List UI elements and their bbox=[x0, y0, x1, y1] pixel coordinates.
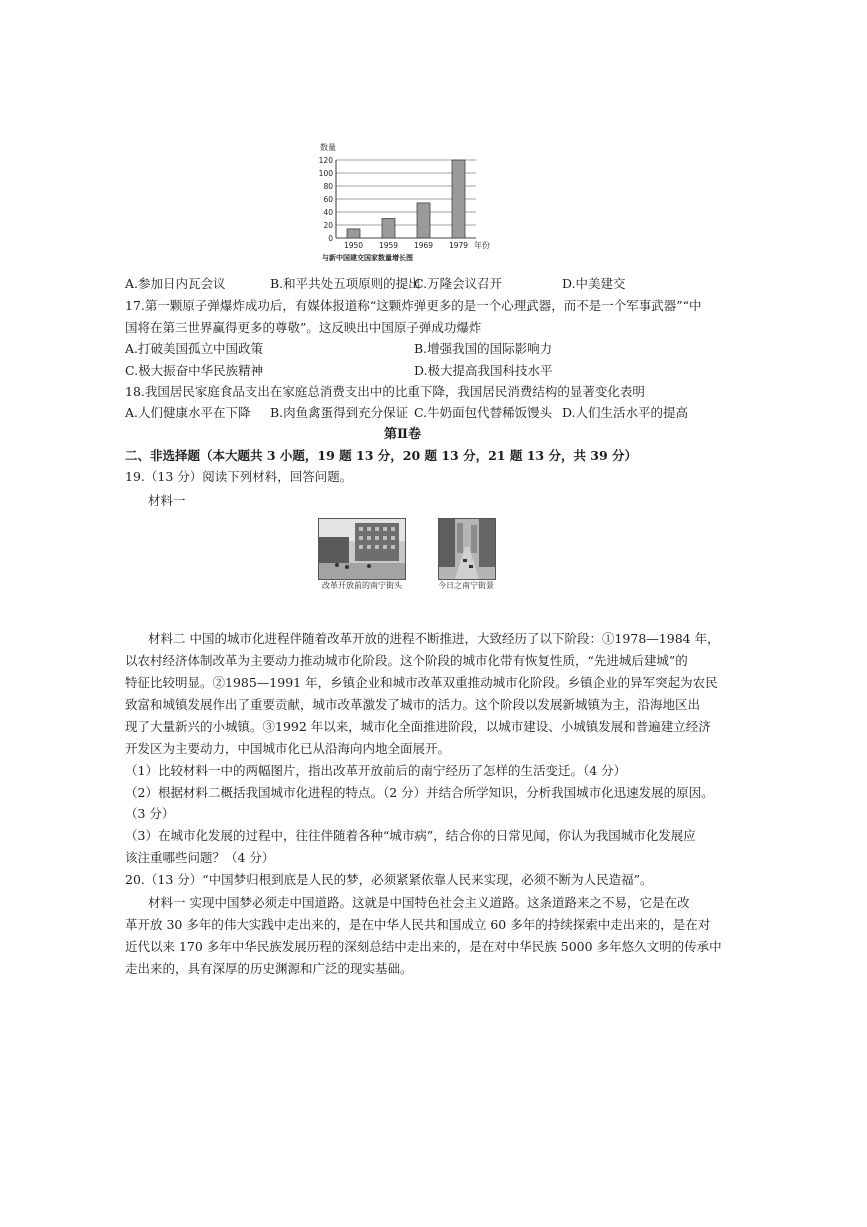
chart-bar bbox=[347, 229, 360, 238]
q20-stem: 20.（13 分）“中国梦归根到底是人民的梦，必须紧紧依靠人民来实现，必须不断为人民造福”。 bbox=[125, 872, 653, 887]
q17-option-c: C.极大振奋中华民族精神 bbox=[125, 363, 264, 378]
q19-stem: 19.（13 分）阅读下列材料，回答问题。 bbox=[125, 469, 353, 484]
photo-nanning-today bbox=[438, 518, 496, 580]
chart-y-tick-label: 0 bbox=[328, 234, 333, 243]
q19-sub3-line1: （3）在城市化发展的过程中，往往伴随着各种“城市病”，结合你的日常见闻，你认为我国城市化发展应 bbox=[125, 828, 696, 843]
chart-y-tick-label: 100 bbox=[318, 169, 333, 178]
chart-bar bbox=[452, 160, 465, 238]
q17-stem-line2: 国将在第三世界赢得更多的尊敬”。这反映出中国原子弹成功爆炸 bbox=[125, 320, 482, 335]
q16-option-a: A.参加日内瓦会议 bbox=[125, 276, 226, 291]
chart-y-ticks bbox=[319, 156, 334, 243]
q17-option-d: D.极大提高我国科技水平 bbox=[414, 363, 553, 378]
chart-bar bbox=[382, 219, 395, 239]
chart-y-tick-label: 120 bbox=[318, 156, 333, 165]
chart-x-tick-label: 1979 bbox=[448, 241, 469, 250]
q18-option-a: A.人们健康水平在下降 bbox=[125, 405, 251, 420]
q19-material2-line: 以农村经济体制改革为主要动力推动城市化阶段。这个阶段的城市化带有恢复性质，“先进城后建城”的 bbox=[125, 653, 688, 668]
chart-y-tick-label: 40 bbox=[323, 208, 333, 217]
q19-material2-line: 开发区为主要动力，中国城市化已从沿海向内地全面展开。 bbox=[125, 741, 451, 756]
chart-caption: 与新中国建交国家数量增长图 bbox=[322, 254, 413, 262]
q19-material2-line: 致富和城镇发展作出了重要贡献，城市改革激发了城市的活力。这个阶段以发展新城镇为主，沿海地区出 bbox=[125, 697, 701, 712]
q19-material2-line: 特征比较明显。②1985—1991 年，乡镇企业和城市改革双重推动城市化阶段。乡镇企业的异军突起为农民 bbox=[125, 675, 718, 690]
volume-title: 第Ⅱ卷 bbox=[384, 427, 421, 442]
chart-x-ticks bbox=[344, 241, 468, 250]
q20-material1-line: 近代以来 170 多年中华民族发展历程的深刻总结中走出来的，是在对中华民族 5000 多年悠久文明的传承中 bbox=[125, 939, 722, 954]
photo-nanning-before-reform bbox=[318, 518, 406, 580]
q19-material2-line: 材料二 中国的城市化进程伴随着改革开放的进程不断推进，大致经历了以下阶段：①1978—1984 年， bbox=[148, 631, 720, 646]
q19-material1-label: 材料一 bbox=[148, 493, 186, 508]
photo1-caption: 改革开放前的南宁街头 bbox=[322, 581, 402, 590]
q17-option-a: A.打破美国孤立中国政策 bbox=[125, 341, 264, 356]
q19-sub1: （1）比较材料一中的两幅图片，指出改革开放前后的南宁经历了怎样的生活变迁。（4 分） bbox=[125, 763, 627, 778]
q20-material1-line: 走出来的，具有深厚的历史渊源和广泛的现实基础。 bbox=[125, 961, 413, 976]
q19-sub3-line2: 该注重哪些问题？（4 分） bbox=[125, 850, 275, 865]
q18-option-b: B.肉鱼禽蛋得到充分保证 bbox=[270, 405, 409, 420]
q18-option-c: C.牛奶面包代替稀饭馒头 bbox=[414, 405, 553, 420]
country-count-bar-chart bbox=[300, 138, 510, 266]
photo2-caption: 今日之南宁街景 bbox=[438, 581, 494, 590]
q19-sub2-line1: （2）根据材料二概括我国城市化进程的特点。（2 分）并结合所学知识，分析我国城市化迅速发展的原因。 bbox=[125, 785, 714, 800]
q16-option-d: D.中美建交 bbox=[562, 276, 626, 291]
q19-sub2-line2: （3 分） bbox=[125, 806, 175, 821]
chart-bar bbox=[417, 203, 430, 238]
section-title: 二、非选择题（本大题共 3 小题，19 题 13 分，20 题 13 分，21 题 13 分，共 39 分） bbox=[125, 448, 638, 463]
q20-material1-line: 材料一 实现中国梦必须走中国道路。这就是中国特色社会主义道路。这条道路来之不易，它是在改 bbox=[148, 895, 690, 910]
chart-x-tick-label: 1969 bbox=[413, 241, 434, 250]
chart-x-tick-label: 1950 bbox=[343, 241, 364, 250]
chart-y-tick-label: 20 bbox=[323, 221, 333, 230]
q20-material1-line: 革开放 30 多年的伟大实践中走出来的，是在中华人民共和国成立 60 多年的持续探索中走出来的，是在对 bbox=[125, 917, 711, 932]
q16-option-c: C.万隆会议召开 bbox=[414, 276, 503, 291]
q16-option-b: B.和平共处五项原则的提出 bbox=[270, 276, 421, 291]
q19-material2-line: 现了大量新兴的小城镇。③1992 年以来，城市化全面推进阶段，以城市建设、小城镇发展和普遍建立经济 bbox=[125, 719, 711, 734]
chart-y-label: 数量 bbox=[320, 143, 336, 152]
chart-x-label: 年份 bbox=[474, 241, 490, 250]
q17-stem-line1: 17.第一颗原子弹爆炸成功后，有媒体报道称“这颗炸弹更多的是一个心理武器，而不是一个军事武器”“中 bbox=[125, 298, 702, 313]
chart-y-tick-label: 60 bbox=[323, 195, 333, 204]
chart-y-tick-label: 80 bbox=[323, 182, 333, 191]
q18-option-d: D.人们生活水平的提高 bbox=[562, 405, 689, 420]
q18-stem: 18.我国居民家庭食品支出在家庭总消费支出中的比重下降，我国居民消费结构的显著变化表明 bbox=[125, 384, 645, 399]
q17-option-b: B.增强我国的国际影响力 bbox=[414, 341, 553, 356]
chart-x-tick-label: 1959 bbox=[378, 241, 399, 250]
